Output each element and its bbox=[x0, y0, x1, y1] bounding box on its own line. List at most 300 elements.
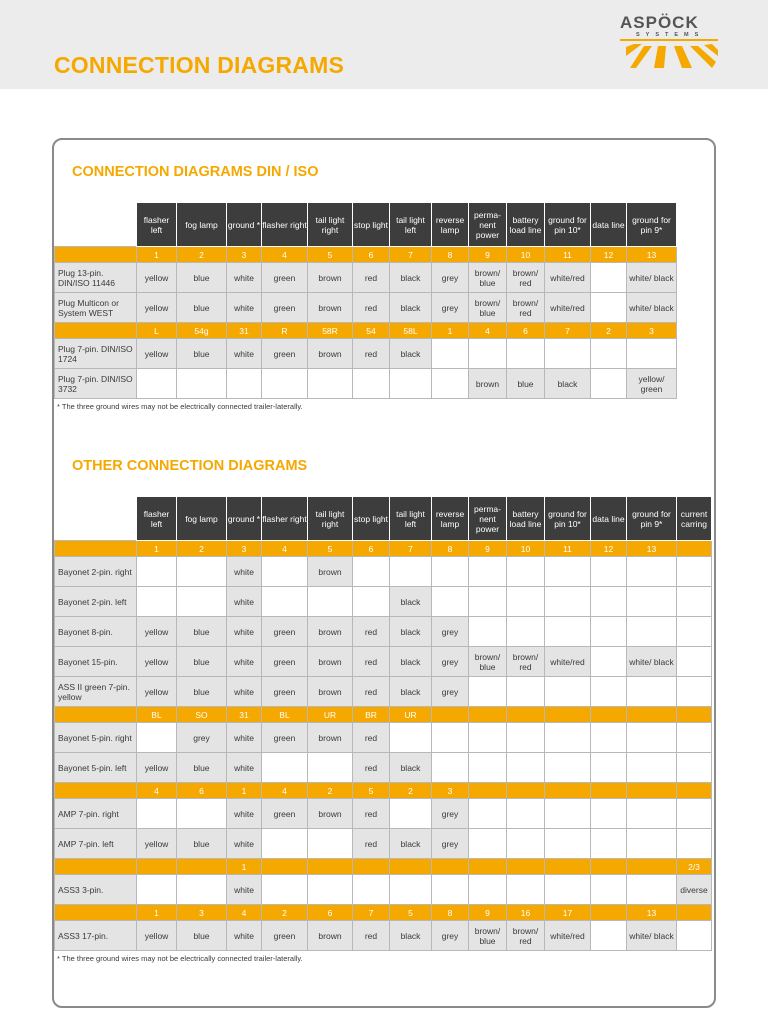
wire-color-cell: green bbox=[262, 799, 308, 829]
wire-color-cell: grey bbox=[432, 677, 469, 707]
wire-color-cell bbox=[469, 617, 507, 647]
pin-number-cell: 7 bbox=[353, 905, 390, 921]
pin-number-cell: 58L bbox=[390, 323, 432, 339]
wire-color-cell: white/ black bbox=[627, 921, 677, 951]
col-header: flasher right bbox=[262, 497, 308, 541]
col-header: ground for pin 10* bbox=[545, 497, 591, 541]
wire-color-cell: green bbox=[262, 339, 308, 369]
pin-number-cell: 6 bbox=[507, 323, 545, 339]
pin-number-cell bbox=[469, 783, 507, 799]
col-header: fog lamp bbox=[177, 203, 227, 247]
wire-color-cell bbox=[677, 557, 712, 587]
pin-number-cell: 3 bbox=[627, 323, 677, 339]
table-row bbox=[55, 617, 712, 647]
logo-text: ASPÖCK bbox=[620, 13, 699, 32]
wire-color-cell: brown bbox=[308, 677, 353, 707]
pin-number-cell bbox=[591, 707, 627, 723]
wire-color-cell bbox=[469, 587, 507, 617]
wire-color-cell bbox=[677, 921, 712, 951]
pin-number-cell: 1 bbox=[137, 247, 177, 263]
wire-color-cell bbox=[677, 647, 712, 677]
wire-color-cell bbox=[262, 829, 308, 859]
wire-color-cell: white bbox=[227, 799, 262, 829]
wire-color-cell bbox=[677, 753, 712, 783]
wire-color-cell bbox=[507, 723, 545, 753]
wire-color-cell: red bbox=[353, 921, 390, 951]
col-header: perma-nent power bbox=[469, 203, 507, 247]
pin-number-cell: 31 bbox=[227, 323, 262, 339]
pin-number-cell: 3 bbox=[432, 783, 469, 799]
wire-color-cell: white/red bbox=[545, 293, 591, 323]
wire-color-cell bbox=[627, 753, 677, 783]
pin-number-cell: 7 bbox=[545, 323, 591, 339]
wire-color-cell bbox=[507, 799, 545, 829]
wire-color-cell bbox=[469, 753, 507, 783]
col-header: tail light right bbox=[308, 203, 353, 247]
wire-color-cell bbox=[677, 829, 712, 859]
connector-label: AMP 7-pin. right bbox=[55, 799, 137, 829]
wire-color-cell: yellow bbox=[137, 339, 177, 369]
col-header: flasher left bbox=[137, 497, 177, 541]
wire-color-cell bbox=[591, 293, 627, 323]
pin-number-cell bbox=[627, 783, 677, 799]
wire-color-cell bbox=[591, 263, 627, 293]
pin-number-cell: 8 bbox=[432, 905, 469, 921]
wire-color-cell bbox=[677, 723, 712, 753]
pin-number-cell: 5 bbox=[390, 905, 432, 921]
wire-color-cell: brown/ red bbox=[507, 647, 545, 677]
table-row bbox=[55, 875, 712, 905]
connector-label: Bayonet 2-pin. left bbox=[55, 587, 137, 617]
pin-number-cell bbox=[545, 859, 591, 875]
table-row bbox=[55, 557, 712, 587]
table-row bbox=[55, 339, 677, 369]
wire-color-cell: black bbox=[390, 647, 432, 677]
page-title: CONNECTION DIAGRAMS bbox=[54, 52, 345, 78]
wire-color-cell bbox=[677, 587, 712, 617]
wire-color-cell: green bbox=[262, 647, 308, 677]
wire-color-cell: grey bbox=[432, 617, 469, 647]
col-header: stop light bbox=[353, 203, 390, 247]
wire-color-cell: red bbox=[353, 753, 390, 783]
wire-color-cell: white bbox=[227, 921, 262, 951]
wire-color-cell: grey bbox=[432, 829, 469, 859]
wire-color-cell bbox=[262, 557, 308, 587]
wire-color-cell: brown bbox=[308, 647, 353, 677]
connector-label: ASS3 17-pin. bbox=[55, 921, 137, 951]
wire-color-cell: black bbox=[390, 829, 432, 859]
wire-color-cell bbox=[469, 829, 507, 859]
wire-color-cell: green bbox=[262, 617, 308, 647]
section-title-other: OTHER CONNECTION DIAGRAMS bbox=[72, 458, 308, 474]
pin-number-cell: 9 bbox=[469, 247, 507, 263]
pin-number-cell bbox=[308, 859, 353, 875]
wire-color-cell: red bbox=[353, 723, 390, 753]
din-iso-table bbox=[54, 202, 677, 399]
wire-color-cell bbox=[545, 617, 591, 647]
wire-color-cell: brown/ blue bbox=[469, 647, 507, 677]
wire-color-cell: brown bbox=[308, 293, 353, 323]
pin-number-cell: 10 bbox=[507, 247, 545, 263]
wire-color-cell bbox=[262, 587, 308, 617]
wire-color-cell: blue bbox=[507, 369, 545, 399]
wire-color-cell bbox=[545, 723, 591, 753]
pin-number-cell: UR bbox=[390, 707, 432, 723]
table-row bbox=[55, 677, 712, 707]
pin-number-cell: 3 bbox=[177, 905, 227, 921]
pin-number-cell: 54 bbox=[353, 323, 390, 339]
col-header: tail light right bbox=[308, 497, 353, 541]
wire-color-cell bbox=[545, 753, 591, 783]
pin-number-cell: UR bbox=[308, 707, 353, 723]
wire-color-cell bbox=[390, 557, 432, 587]
wire-color-cell: yellow bbox=[137, 263, 177, 293]
pin-number-cell: 1 bbox=[137, 541, 177, 557]
pin-number-cell: 4 bbox=[262, 541, 308, 557]
col-header: ground * bbox=[227, 203, 262, 247]
wire-color-cell bbox=[137, 369, 177, 399]
wire-color-cell bbox=[432, 587, 469, 617]
pin-number-cell: BL bbox=[137, 707, 177, 723]
connector-label: Bayonet 5-pin. left bbox=[55, 753, 137, 783]
wire-color-cell bbox=[591, 921, 627, 951]
connector-label: Bayonet 5-pin. right bbox=[55, 723, 137, 753]
wire-color-cell: brown/ red bbox=[507, 921, 545, 951]
wire-color-cell: black bbox=[390, 587, 432, 617]
connector-label: Plug 13-pin. DIN/ISO 11446 bbox=[55, 263, 137, 293]
pin-number-row bbox=[55, 707, 712, 723]
wire-color-cell: yellow bbox=[137, 829, 177, 859]
pin-number-cell bbox=[591, 905, 627, 921]
pin-number-cell: 4 bbox=[227, 905, 262, 921]
wire-color-cell: grey bbox=[432, 293, 469, 323]
pin-number-cell: L bbox=[137, 323, 177, 339]
wire-color-cell bbox=[627, 723, 677, 753]
wire-color-cell bbox=[591, 369, 627, 399]
wire-color-cell bbox=[432, 369, 469, 399]
pin-number-cell: 13 bbox=[627, 905, 677, 921]
table-row bbox=[55, 263, 677, 293]
pin-number-cell: 1 bbox=[227, 783, 262, 799]
pin-number-cell: 2 bbox=[177, 247, 227, 263]
wire-color-cell: black bbox=[390, 293, 432, 323]
pin-number-cell bbox=[627, 859, 677, 875]
wire-color-cell bbox=[545, 587, 591, 617]
pin-number-cell: 1 bbox=[137, 905, 177, 921]
wire-color-cell: black bbox=[390, 921, 432, 951]
pin-number-cell: 1 bbox=[432, 323, 469, 339]
pin-row-label bbox=[55, 905, 137, 921]
pin-number-cell bbox=[507, 707, 545, 723]
pin-number-cell: 11 bbox=[545, 541, 591, 557]
col-header: data line bbox=[591, 203, 627, 247]
wire-color-cell: green bbox=[262, 921, 308, 951]
pin-number-cell: 2 bbox=[390, 783, 432, 799]
wire-color-cell bbox=[677, 617, 712, 647]
wire-color-cell bbox=[507, 617, 545, 647]
pin-number-cell: 6 bbox=[177, 783, 227, 799]
pin-number-cell: 12 bbox=[591, 541, 627, 557]
wire-color-cell bbox=[627, 339, 677, 369]
connector-label: Plug 7-pin. DIN/ISO 1724 bbox=[55, 339, 137, 369]
pin-number-row bbox=[55, 859, 712, 875]
pin-number-cell bbox=[591, 859, 627, 875]
wire-color-cell: white bbox=[227, 293, 262, 323]
wire-color-cell bbox=[507, 677, 545, 707]
pin-number-cell bbox=[545, 707, 591, 723]
wire-color-cell bbox=[545, 829, 591, 859]
wire-color-cell: blue bbox=[177, 263, 227, 293]
header-corner bbox=[55, 497, 137, 541]
pin-number-cell: 3 bbox=[227, 541, 262, 557]
pin-number-row bbox=[55, 323, 677, 339]
wire-color-cell bbox=[627, 587, 677, 617]
pin-number-cell bbox=[262, 859, 308, 875]
pin-number-cell: 12 bbox=[591, 247, 627, 263]
pin-number-cell bbox=[677, 783, 712, 799]
wire-color-cell bbox=[137, 799, 177, 829]
wire-color-cell bbox=[591, 339, 627, 369]
wire-color-cell bbox=[262, 875, 308, 905]
pin-row-label bbox=[55, 707, 137, 723]
pin-number-cell: 5 bbox=[353, 783, 390, 799]
wire-color-cell bbox=[677, 799, 712, 829]
logo-subtext: SYSTEMS bbox=[636, 32, 705, 38]
wire-color-cell bbox=[627, 829, 677, 859]
wire-color-cell: green bbox=[262, 677, 308, 707]
wire-color-cell bbox=[591, 647, 627, 677]
pin-number-row bbox=[55, 541, 712, 557]
wire-color-cell: blue bbox=[177, 753, 227, 783]
table-row bbox=[55, 647, 712, 677]
pin-number-cell bbox=[507, 783, 545, 799]
wire-color-cell bbox=[507, 557, 545, 587]
wire-color-cell: brown/ blue bbox=[469, 921, 507, 951]
wire-color-cell: green bbox=[262, 723, 308, 753]
connector-label: ASS3 3-pin. bbox=[55, 875, 137, 905]
pin-number-row bbox=[55, 905, 712, 921]
wire-color-cell: brown bbox=[308, 557, 353, 587]
wire-color-cell bbox=[677, 677, 712, 707]
footnote-din-iso: * The three ground wires may not be electrically connected trailer-laterally. bbox=[57, 402, 303, 411]
wire-color-cell bbox=[137, 723, 177, 753]
wire-color-cell bbox=[469, 557, 507, 587]
wire-color-cell: white bbox=[227, 339, 262, 369]
wire-color-cell bbox=[469, 677, 507, 707]
pin-row-label bbox=[55, 323, 137, 339]
table-row bbox=[55, 829, 712, 859]
pin-number-cell: 5 bbox=[308, 541, 353, 557]
wire-color-cell: grey bbox=[432, 799, 469, 829]
pin-number-cell bbox=[177, 859, 227, 875]
col-header: ground for pin 10* bbox=[545, 203, 591, 247]
pin-number-cell bbox=[432, 707, 469, 723]
wire-color-cell bbox=[227, 369, 262, 399]
pin-number-cell: 11 bbox=[545, 247, 591, 263]
wire-color-cell: black bbox=[390, 263, 432, 293]
wire-color-cell bbox=[507, 753, 545, 783]
wire-color-cell bbox=[262, 753, 308, 783]
wire-color-cell: white bbox=[227, 723, 262, 753]
wire-color-cell: white bbox=[227, 617, 262, 647]
connector-label: Plug Multicon or System WEST bbox=[55, 293, 137, 323]
wire-color-cell: white bbox=[227, 263, 262, 293]
wire-color-cell: white bbox=[227, 557, 262, 587]
col-header: flasher right bbox=[262, 203, 308, 247]
wire-color-cell bbox=[591, 617, 627, 647]
pin-number-cell bbox=[432, 859, 469, 875]
table-row bbox=[55, 369, 677, 399]
wire-color-cell: yellow bbox=[137, 617, 177, 647]
pin-number-cell bbox=[677, 905, 712, 921]
wire-color-cell bbox=[137, 557, 177, 587]
other-connections-table bbox=[54, 496, 712, 951]
pin-number-row bbox=[55, 783, 712, 799]
pin-number-cell: R bbox=[262, 323, 308, 339]
wire-color-cell: yellow bbox=[137, 753, 177, 783]
wire-color-cell bbox=[262, 369, 308, 399]
pin-number-cell: 17 bbox=[545, 905, 591, 921]
pin-number-cell: 2/3 bbox=[677, 859, 712, 875]
pin-number-cell: 4 bbox=[262, 783, 308, 799]
col-header: stop light bbox=[353, 497, 390, 541]
connector-label: ASS II green 7-pin. yellow bbox=[55, 677, 137, 707]
pin-number-cell: SO bbox=[177, 707, 227, 723]
table-row bbox=[55, 723, 712, 753]
wire-color-cell: white bbox=[227, 587, 262, 617]
wire-color-cell: blue bbox=[177, 293, 227, 323]
logo-rays-icon bbox=[612, 10, 722, 72]
section-title-din-iso: CONNECTION DIAGRAMS DIN / ISO bbox=[72, 164, 319, 180]
col-header: current carring bbox=[677, 497, 712, 541]
pin-number-cell bbox=[137, 859, 177, 875]
wire-color-cell bbox=[545, 799, 591, 829]
wire-color-cell bbox=[545, 677, 591, 707]
wire-color-cell: brown bbox=[308, 263, 353, 293]
table-header-row bbox=[55, 203, 677, 247]
wire-color-cell bbox=[469, 339, 507, 369]
wire-color-cell bbox=[591, 677, 627, 707]
pin-number-cell bbox=[390, 859, 432, 875]
table-header-row bbox=[55, 497, 712, 541]
wire-color-cell: black bbox=[390, 617, 432, 647]
connector-label: AMP 7-pin. left bbox=[55, 829, 137, 859]
pin-number-cell: 9 bbox=[469, 541, 507, 557]
pin-row-label bbox=[55, 859, 137, 875]
wire-color-cell bbox=[390, 723, 432, 753]
wire-color-cell bbox=[507, 587, 545, 617]
connector-label: Plug 7-pin. DIN/ISO 3732 bbox=[55, 369, 137, 399]
pin-number-cell bbox=[591, 783, 627, 799]
wire-color-cell: red bbox=[353, 339, 390, 369]
col-header: reverse lamp bbox=[432, 497, 469, 541]
wire-color-cell: white/red bbox=[545, 921, 591, 951]
wire-color-cell bbox=[591, 829, 627, 859]
pin-number-cell: 2 bbox=[177, 541, 227, 557]
wire-color-cell: red bbox=[353, 647, 390, 677]
wire-color-cell: yellow bbox=[137, 647, 177, 677]
wire-color-cell: brown/ red bbox=[507, 263, 545, 293]
wire-color-cell bbox=[627, 617, 677, 647]
wire-color-cell: brown/ blue bbox=[469, 293, 507, 323]
pin-number-cell: 6 bbox=[308, 905, 353, 921]
pin-row-label bbox=[55, 541, 137, 557]
page-header bbox=[0, 0, 768, 89]
wire-color-cell: white bbox=[227, 677, 262, 707]
wire-color-cell bbox=[507, 875, 545, 905]
wire-color-cell bbox=[390, 369, 432, 399]
wire-color-cell bbox=[308, 875, 353, 905]
connector-label: Bayonet 15-pin. bbox=[55, 647, 137, 677]
wire-color-cell: blue bbox=[177, 677, 227, 707]
wire-color-cell: black bbox=[390, 677, 432, 707]
wire-color-cell: white/ black bbox=[627, 263, 677, 293]
col-header: data line bbox=[591, 497, 627, 541]
wire-color-cell: grey bbox=[177, 723, 227, 753]
wire-color-cell: blue bbox=[177, 617, 227, 647]
pin-number-cell bbox=[545, 783, 591, 799]
wire-color-cell bbox=[353, 369, 390, 399]
wire-color-cell: brown bbox=[308, 617, 353, 647]
table-row bbox=[55, 921, 712, 951]
connector-label: Bayonet 8-pin. bbox=[55, 617, 137, 647]
col-header: tail light left bbox=[390, 203, 432, 247]
wire-color-cell bbox=[545, 875, 591, 905]
table-row bbox=[55, 753, 712, 783]
pin-number-cell: 9 bbox=[469, 905, 507, 921]
pin-number-cell: 5 bbox=[308, 247, 353, 263]
pin-number-cell bbox=[353, 859, 390, 875]
wire-color-cell: red bbox=[353, 829, 390, 859]
wire-color-cell: brown bbox=[308, 723, 353, 753]
wire-color-cell bbox=[137, 587, 177, 617]
pin-number-cell: 4 bbox=[469, 323, 507, 339]
wire-color-cell: yellow/ green bbox=[627, 369, 677, 399]
pin-number-cell bbox=[677, 541, 712, 557]
wire-color-cell: yellow bbox=[137, 921, 177, 951]
wire-color-cell: brown bbox=[308, 339, 353, 369]
pin-number-row bbox=[55, 247, 677, 263]
wire-color-cell bbox=[507, 339, 545, 369]
wire-color-cell: black bbox=[390, 753, 432, 783]
wire-color-cell bbox=[591, 753, 627, 783]
wire-color-cell: brown/ blue bbox=[469, 263, 507, 293]
wire-color-cell bbox=[177, 799, 227, 829]
table-row bbox=[55, 293, 677, 323]
pin-number-cell: 2 bbox=[262, 905, 308, 921]
wire-color-cell bbox=[308, 829, 353, 859]
pin-number-cell bbox=[469, 859, 507, 875]
wire-color-cell: white/ black bbox=[627, 647, 677, 677]
pin-number-cell: 6 bbox=[353, 247, 390, 263]
table-row bbox=[55, 799, 712, 829]
footnote-other: * The three ground wires may not be electrically connected trailer-laterally. bbox=[57, 954, 303, 963]
wire-color-cell bbox=[432, 339, 469, 369]
col-header: battery load line bbox=[507, 203, 545, 247]
wire-color-cell: grey bbox=[432, 263, 469, 293]
pin-number-cell bbox=[627, 707, 677, 723]
pin-number-cell: 1 bbox=[227, 859, 262, 875]
wire-color-cell bbox=[591, 723, 627, 753]
wire-color-cell: red bbox=[353, 799, 390, 829]
wire-color-cell: green bbox=[262, 263, 308, 293]
wire-color-cell: brown bbox=[308, 799, 353, 829]
wire-color-cell: red bbox=[353, 677, 390, 707]
pin-row-label bbox=[55, 783, 137, 799]
wire-color-cell bbox=[353, 557, 390, 587]
col-header: fog lamp bbox=[177, 497, 227, 541]
wire-color-cell: blue bbox=[177, 829, 227, 859]
